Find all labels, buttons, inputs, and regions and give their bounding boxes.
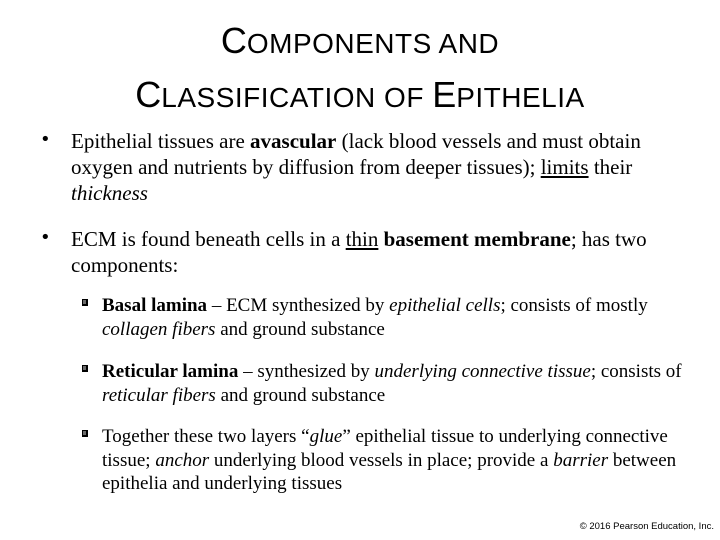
slide-title-line-1: COMPONENTS AND — [220, 20, 500, 61]
sub-bullet-reticular-lamina — [82, 360, 708, 407]
bullet-text: Epithelial tissues are avascular (lack blood vessels and must obtain oxygen and nutrients by diffusion from deeper tissues); limits their thickness — [71, 129, 641, 205]
bullet-marker: • — [40, 129, 51, 150]
square-bullet-icon — [82, 430, 88, 437]
sub-bullet-text: Basal lamina – ECM synthesized by epithelial cells; consists of mostly collagen fibers and ground substance — [102, 295, 648, 340]
sub-bullet-text: Reticular lamina – synthesized by underlying connective tissue; consists of reticular fibers and ground substance — [102, 361, 682, 406]
bullet-text: ECM is found beneath cells in a thin basement membrane; has two components: — [71, 227, 647, 277]
slide-title — [0, 18, 720, 126]
sub-bullet-text: Together these two layers “glue” epithelial tissue to underlying connective tissue; anchor underlying blood vessels in place; provide a barrier between epithelia and underlying tissues — [102, 426, 677, 494]
bullet-avascular — [40, 128, 700, 206]
sub-bullet-basal-lamina — [82, 294, 708, 341]
bullet-basement-membrane — [40, 226, 700, 278]
bullet-marker: • — [40, 227, 51, 248]
copyright-footer: © 2016 Pearson Education, Inc. — [579, 521, 714, 532]
sub-bullet-together — [82, 425, 708, 496]
slide-title-line-2: CLASSIFICATION OF EPITHELIA — [135, 74, 585, 115]
square-bullet-icon — [82, 365, 88, 372]
square-bullet-icon — [82, 299, 88, 306]
